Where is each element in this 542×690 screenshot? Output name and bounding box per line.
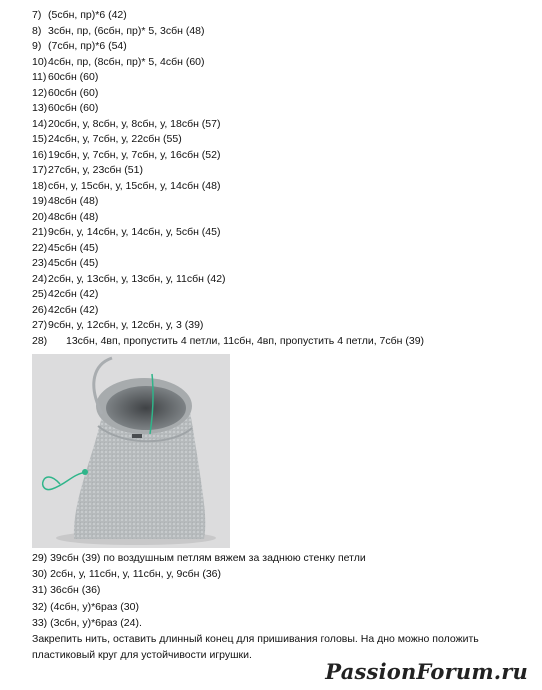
row-number: 13) (32, 102, 48, 114)
instruction-line (32, 303, 98, 317)
row-text: 19сбн, у, 7сбн, у, 7сбн, у, 16сбн (52) (48, 148, 221, 161)
row-number: 18) (32, 179, 48, 192)
crochet-photo (32, 354, 230, 548)
row-number: 16) (32, 148, 48, 161)
row-number: 10) (32, 55, 48, 68)
row-text: 9сбн, у, 14сбн, у, 14сбн, у, 5сбн (45) (48, 226, 221, 238)
row-text: 2сбн, у, 13сбн, у, 13сбн, у, 11сбн (42) (48, 272, 226, 285)
row-text: 20сбн, у, 8сбн, у, 8сбн, у, 18сбн (57) (48, 117, 221, 130)
instruction-line (32, 86, 98, 100)
row-number: 14) (32, 117, 48, 130)
instruction-line: 33) (3сбн, у)*6раз (24). (32, 616, 142, 629)
instruction-line (32, 55, 205, 69)
row-number: 28) (32, 334, 48, 347)
instruction-line: 31) 36сбн (36) (32, 584, 101, 597)
row-text: 60сбн (60) (48, 86, 99, 99)
row-number: 27) (32, 319, 48, 331)
row-text: 13сбн, 4вп, пропустить 4 петли, 11сбн, 4вп, пропустить 4 петли, 7сбн (39) (66, 334, 425, 347)
instruction-line (32, 101, 98, 115)
row-number: 15) (32, 133, 48, 145)
instruction-line (32, 334, 424, 348)
instruction-line (32, 241, 98, 255)
row-text: 60сбн (60) (48, 71, 99, 83)
row-number: 12) (32, 86, 48, 99)
row-text: 48сбн (48) (48, 195, 99, 207)
instruction-line (32, 179, 220, 193)
row-text: (5сбн, пр)*6 (42) (48, 9, 127, 21)
instruction-line (32, 210, 98, 224)
row-number: 7) (32, 9, 42, 21)
instruction-line: 29) 39сбн (39) по воздушным петлям вяжем за заднюю стенку петли (32, 552, 366, 564)
instruction-line (32, 256, 98, 270)
row-text: 24сбн, у, 7сбн, у, 22сбн (55) (48, 133, 182, 145)
row-text: 9сбн, у, 12сбн, у, 12сбн, у, 3 (39) (48, 319, 204, 331)
row-text: 42сбн (42) (48, 288, 99, 300)
crochet-body-image (32, 354, 230, 548)
instruction-line: 32) (4сбн, у)*6раз (30) (32, 600, 139, 613)
row-number: 20) (32, 210, 48, 223)
row-number: 21) (32, 226, 48, 238)
instruction-line (32, 148, 220, 162)
row-text: сбн, у, 15сбн, у, 15сбн, у, 14сбн (48) (48, 179, 221, 192)
row-text: 45сбн (45) (48, 257, 99, 269)
row-number: 17) (32, 164, 48, 176)
instruction-line: 30) 2сбн, у, 11сбн, у, 11сбн, у, 9сбн (36) (32, 568, 222, 581)
row-number: 11) (32, 71, 47, 83)
row-text: 4сбн, пр, (8сбн, пр)* 5, 4сбн (60) (48, 55, 205, 68)
row-text: (7сбн, пр)*6 (54) (48, 40, 127, 52)
instruction-line (32, 287, 98, 301)
row-number: 9) (32, 40, 42, 52)
row-number: 24) (32, 272, 48, 285)
instruction-line (32, 117, 220, 131)
instruction-line (32, 70, 98, 84)
instruction-line (32, 24, 205, 38)
watermark-logo: PassionForum.ru (325, 659, 528, 684)
instruction-line (32, 8, 127, 22)
instruction-line (32, 194, 98, 208)
instruction-line (32, 132, 182, 146)
row-text: 42сбн (42) (48, 303, 99, 316)
instruction-line (32, 225, 220, 239)
instruction-line (32, 272, 226, 286)
instruction-line (32, 39, 127, 53)
row-number: 22) (32, 241, 48, 254)
row-text: 60сбн (60) (48, 102, 99, 114)
row-text: 27сбн, у, 23сбн (51) (48, 164, 143, 176)
row-number: 25) (32, 288, 48, 300)
instruction-line (32, 163, 143, 177)
row-number: 19) (32, 195, 48, 207)
instruction-line (32, 318, 203, 332)
row-number: 26) (32, 303, 48, 316)
row-text: 48сбн (48) (48, 210, 99, 223)
row-text: 3сбн, пр, (6сбн, пр)* 5, 3сбн (48) (48, 24, 205, 37)
instruction-line: пластиковый круг для устойчивости игрушки. (32, 649, 252, 662)
instruction-line: Закрепить нить, оставить длинный конец для пришивания головы. На дно можно положить (32, 633, 479, 645)
row-text: 45сбн (45) (48, 241, 99, 254)
row-number: 8) (32, 24, 42, 37)
row-number: 23) (32, 257, 48, 269)
